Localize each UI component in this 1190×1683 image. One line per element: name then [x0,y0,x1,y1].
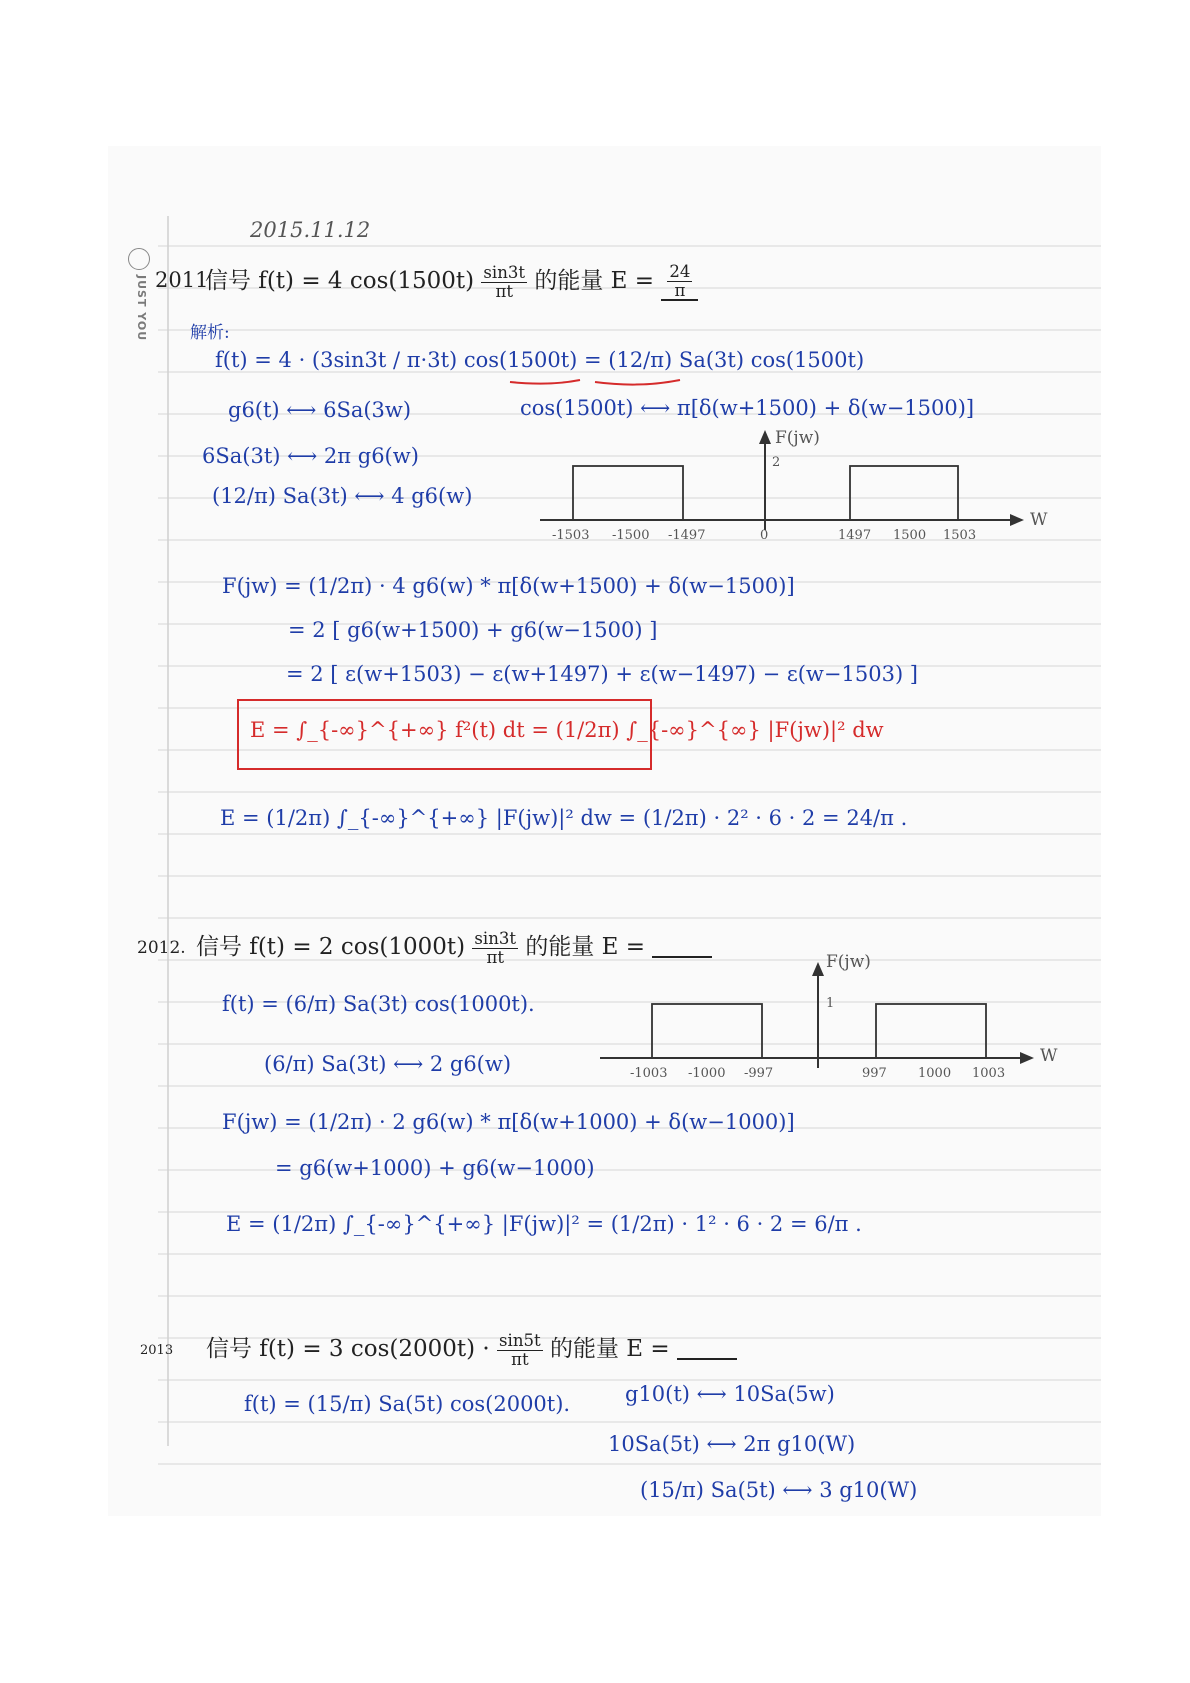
solution-line: = 2 [ g6(w+1500) + g6(w−1500) ] [288,618,658,642]
x-axis-arrow-icon [1020,1052,1034,1064]
statement-fraction: $\frac{\sin 3t}{\pi t}$ [483,263,526,301]
solution-line: 6Sa(3t) ⟷ 2π g6(w) [202,444,419,468]
statement-fraction: $\frac{\sin 5t}{\pi t}$ [499,1331,541,1369]
problem-year: 2011 [155,268,209,292]
spectrum-bar-right [876,1004,986,1058]
date: 2015.11.12 [250,218,371,242]
solution-line: F(jw) = (1/2π) · 2 g6(w) * π[δ(w+1000) + δ(w−1000)] [222,1110,795,1134]
plot-tick: 1500 [893,528,927,543]
plot-tick: 1497 [838,528,872,543]
solution-line: (12/π) Sa(3t) ⟷ 4 g6(w) [212,484,473,508]
solution-line: E = (1/2π) ∫_{-∞}^{+∞} |F(jw)|² dw = (1/2π) · 2² · 6 · 2 = 24/π . [220,806,908,830]
plot-tick: 997 [862,1066,887,1081]
plot-tick: 0 [760,528,769,543]
statement-suffix: 的能量 E = [525,934,646,960]
statement-suffix: 的能量 E = [549,1336,670,1362]
plot-ylabel: F(jw) [775,428,820,448]
solution-line: g6(t) ⟷ 6Sa(3w) [228,398,412,422]
answer-blank [677,1357,737,1360]
plot-ylabel: F(jw) [826,952,871,972]
solution-line: E = (1/2π) ∫_{-∞}^{+∞} |F(jw)|² = (1/2π) · 1² · 6 · 2 = 6/π . [226,1212,862,1236]
plot-tick: -1000 [688,1066,726,1081]
plot-xlabel: W [1030,510,1048,530]
brand-label: JUST YOU [135,275,148,342]
plot-xlabel: W [1040,1046,1058,1066]
plot-tick: -1003 [630,1066,668,1081]
plot-tick: -997 [744,1066,774,1081]
plot-tick: -1497 [668,528,706,543]
plot-tick: -1500 [612,528,650,543]
problem-year: 2012. [137,938,186,958]
solution-line: (6/π) Sa(3t) ⟷ 2 g6(w) [264,1052,512,1076]
statement-prefix: 信号 f(t) = 4 cos(1500t) [205,268,475,294]
statement-prefix: 信号 f(t) = 3 cos(2000t) · [206,1336,490,1362]
solution-line: (15/π) Sa(5t) ⟷ 3 g10(W) [640,1478,918,1502]
plot-height-label: 1 [826,996,835,1011]
spectrum-bar-left [652,1004,762,1058]
problem-year: 2013 [140,1343,174,1358]
plot-tick: -1503 [552,528,590,543]
solution-line: 10Sa(5t) ⟷ 2π g10(W) [608,1432,856,1456]
statement-suffix: 的能量 E = [534,268,655,294]
answer-fraction: $\frac{24}{\pi}$ [661,263,698,301]
statement-prefix: 信号 f(t) = 2 cos(1000t) [196,934,466,960]
solution-line: f(t) = 4 · (3sin3t / π·3t) cos(1500t) = (12/π) Sa(3t) cos(1500t) [215,348,865,372]
solution-line: f(t) = (6/π) Sa(3t) cos(1000t). [222,992,535,1016]
plot-height-label: 2 [772,455,781,470]
solution-line: F(jw) = (1/2π) · 4 g6(w) * π[δ(w+1500) + δ(w−1500)] [222,574,795,598]
plot-tick: 1503 [943,528,977,543]
problem-statement [206,1330,737,1368]
solution-line: = g6(w+1000) + g6(w−1000) [275,1156,595,1180]
solution-label: 解析: [190,323,230,343]
key-formula: E = ∫_{-∞}^{+∞} f²(t) dt = (1/2π) ∫_{-∞}^{∞} |F(jw)|² dw [250,718,884,742]
solution-line: cos(1500t) ⟷ π[δ(w+1500) + δ(w−1500)] [520,396,975,420]
solution-line: f(t) = (15/π) Sa(5t) cos(2000t). [244,1392,571,1416]
plot-tick: 1000 [918,1066,952,1081]
plot-tick: 1003 [972,1066,1006,1081]
solution-line: g10(t) ⟷ 10Sa(5w) [625,1382,835,1406]
y-axis-arrow-icon [812,962,824,976]
solution-line: = 2 [ ε(w+1503) − ε(w+1497) + ε(w−1497) − ε(w−1503) ] [286,662,918,686]
statement-fraction: $\frac{\sin 3t}{\pi t}$ [474,929,517,967]
